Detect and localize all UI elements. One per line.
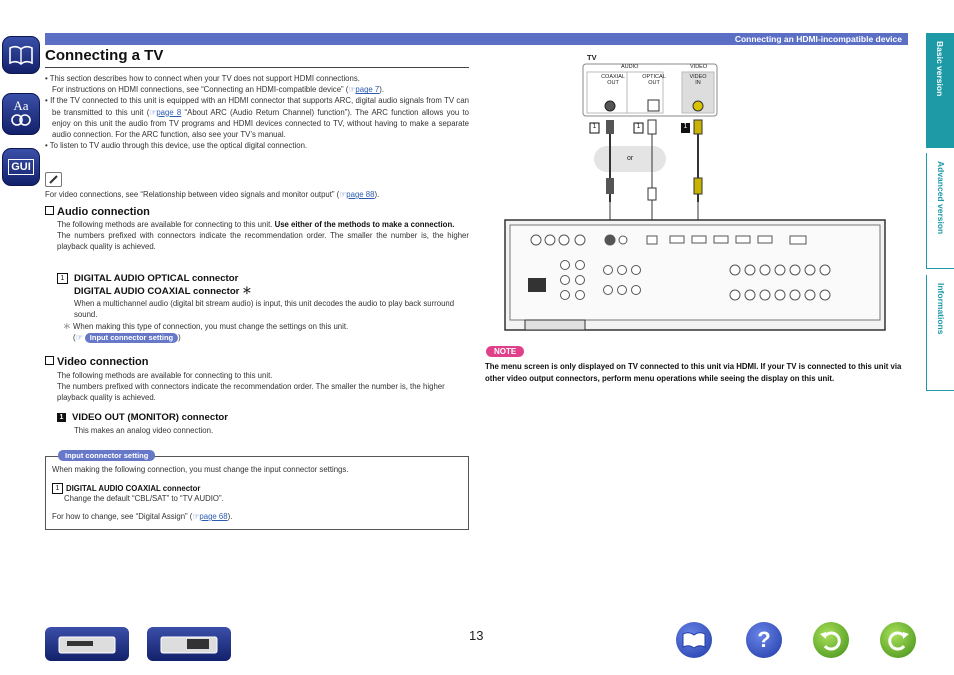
video-connection-note: For video connections, see “Relationship between video signals and monitor output” (☞page 88).: [45, 190, 380, 199]
intro-text: • This section describes how to connect when your TV does not support HDMI connections. For instructions on HDMI connections, see “Connecting an HDMI-compatible device” (☞page 7). • If the TV connected to this unit is equipped with an HDMI connector that supports ARC, digital audio signals from TV can be transmitted to this unit (☞page 8 “About ARC (Audio Return Channel) function”). The ARC function allows you to enjoy on this unit the audio from TV programs and HDMI devices connected to TV, without having to make a separate audio connection. For the ARC function, also see your TV’s manual. • To listen to TV audio through this device, use the optical digital connection.: [45, 74, 469, 151]
gui-icon[interactable]: [2, 148, 40, 186]
back-arrow-icon[interactable]: [813, 622, 849, 658]
page-link[interactable]: page 8: [156, 107, 182, 117]
tab-informations[interactable]: Informations: [926, 275, 954, 391]
note-text: The menu screen is only displayed on TV connected to this unit via HDMI. If your TV is connected to this unit via other video output connectors, perform menu operations while seeing the display on this unit.: [485, 362, 902, 383]
forward-arrow-icon[interactable]: [880, 622, 916, 658]
input-box-item: 1 DIGITAL AUDIO COAXIAL connector: [52, 483, 200, 494]
input-connector-tag: Input connector setting: [58, 450, 155, 461]
coaxial-jack: [605, 101, 615, 111]
page-link[interactable]: page 7: [355, 85, 380, 95]
page-link[interactable]: page 88: [346, 190, 375, 199]
front-panel-button[interactable]: [45, 627, 129, 661]
pencil-icon: [45, 172, 62, 187]
tv-label: TV: [587, 53, 597, 62]
coaxial-out-label: COAXIAL OUT: [601, 74, 625, 86]
audio-connection-text: The following methods are available for connecting to this unit. Use either of the methods to make a connection. The numbers prefixed with connectors indicate the recommendation order. The smaller the number is, the higher playback quality is achieved.: [57, 220, 469, 252]
title-rule: [45, 67, 469, 68]
video-plug-bottom: [694, 178, 702, 194]
section-header-label: Connecting an HDMI-incompatible device: [734, 34, 902, 44]
rear-panel-button[interactable]: [147, 627, 231, 661]
reference-label: Aa: [13, 97, 29, 113]
page-title: Connecting a TV: [45, 47, 164, 64]
optical-plug-top: [648, 120, 656, 134]
input-connector-setting-link[interactable]: Input connector setting: [85, 333, 178, 343]
page-link[interactable]: page 68: [199, 512, 228, 521]
reference-icon[interactable]: [2, 93, 40, 135]
video-jack: [693, 101, 703, 111]
video-connector-heading: 1 VIDEO OUT (MONITOR) connector: [57, 412, 228, 425]
optical-out-label: OPTICAL OUT: [642, 74, 666, 86]
video-connection-heading: Video connection: [45, 356, 148, 368]
audio-connection-heading: Audio connection: [45, 206, 150, 218]
note-badge: NOTE: [486, 346, 524, 357]
audio-connector-heading: 1 DIGITAL AUDIO OPTICAL connector DIGITAL AUDIO COAXIAL connector ＊: [57, 273, 252, 298]
video-connection-text: The following methods are available for connecting to this unit. The numbers prefixed with connectors indicate the recommendation order. The smaller the number is, the higher playback quality is achieved.: [57, 371, 445, 403]
num-label-video: 1: [683, 123, 688, 130]
tv-audio-label: AUDIO: [621, 64, 639, 70]
section-header-bar: [45, 33, 908, 45]
num-label-coaxial: 1: [592, 123, 597, 130]
receiver-port: [528, 278, 546, 292]
tv-video-label: VIDEO: [690, 64, 708, 70]
video-connector-desc: This makes an analog video connection.: [74, 426, 214, 435]
optical-jack: [648, 100, 659, 111]
input-box-foot: For how to change, see “Digital Assign” (☞page 68).: [52, 512, 233, 521]
num-label-optical: 1: [636, 123, 641, 130]
book-icon[interactable]: [2, 36, 40, 74]
coax-plug-bottom: [606, 178, 614, 194]
or-label: or: [627, 155, 634, 162]
video-in-label: VIDEO IN: [689, 74, 707, 86]
page-number: 13: [469, 628, 484, 643]
audio-connector-desc: When a multichannel audio (digital bit stream audio) is input, this unit decodes the audio to play back surround sound.: [74, 299, 455, 320]
coax-plug-top: [606, 120, 614, 134]
input-box-item-desc: Change the default “CBL/SAT” to “TV AUDIO”.: [64, 494, 224, 503]
video-plug-top: [694, 120, 702, 134]
tab-basic-version[interactable]: Basic version: [926, 33, 954, 148]
audio-settings-note: ＊ When making this type of connection, you must change the settings on this unit. (☞ Input connector setting ): [63, 322, 349, 343]
optical-plug-bottom: [648, 188, 656, 200]
connection-diagram: [480, 50, 920, 340]
input-box-line: When making the following connection, you must change the input connector settings.: [52, 465, 349, 474]
help-question-icon[interactable]: ?: [746, 622, 782, 658]
gui-label: GUI: [8, 159, 34, 175]
tab-advanced-version[interactable]: Advanced version: [926, 153, 954, 269]
contents-book-icon[interactable]: [676, 622, 712, 658]
